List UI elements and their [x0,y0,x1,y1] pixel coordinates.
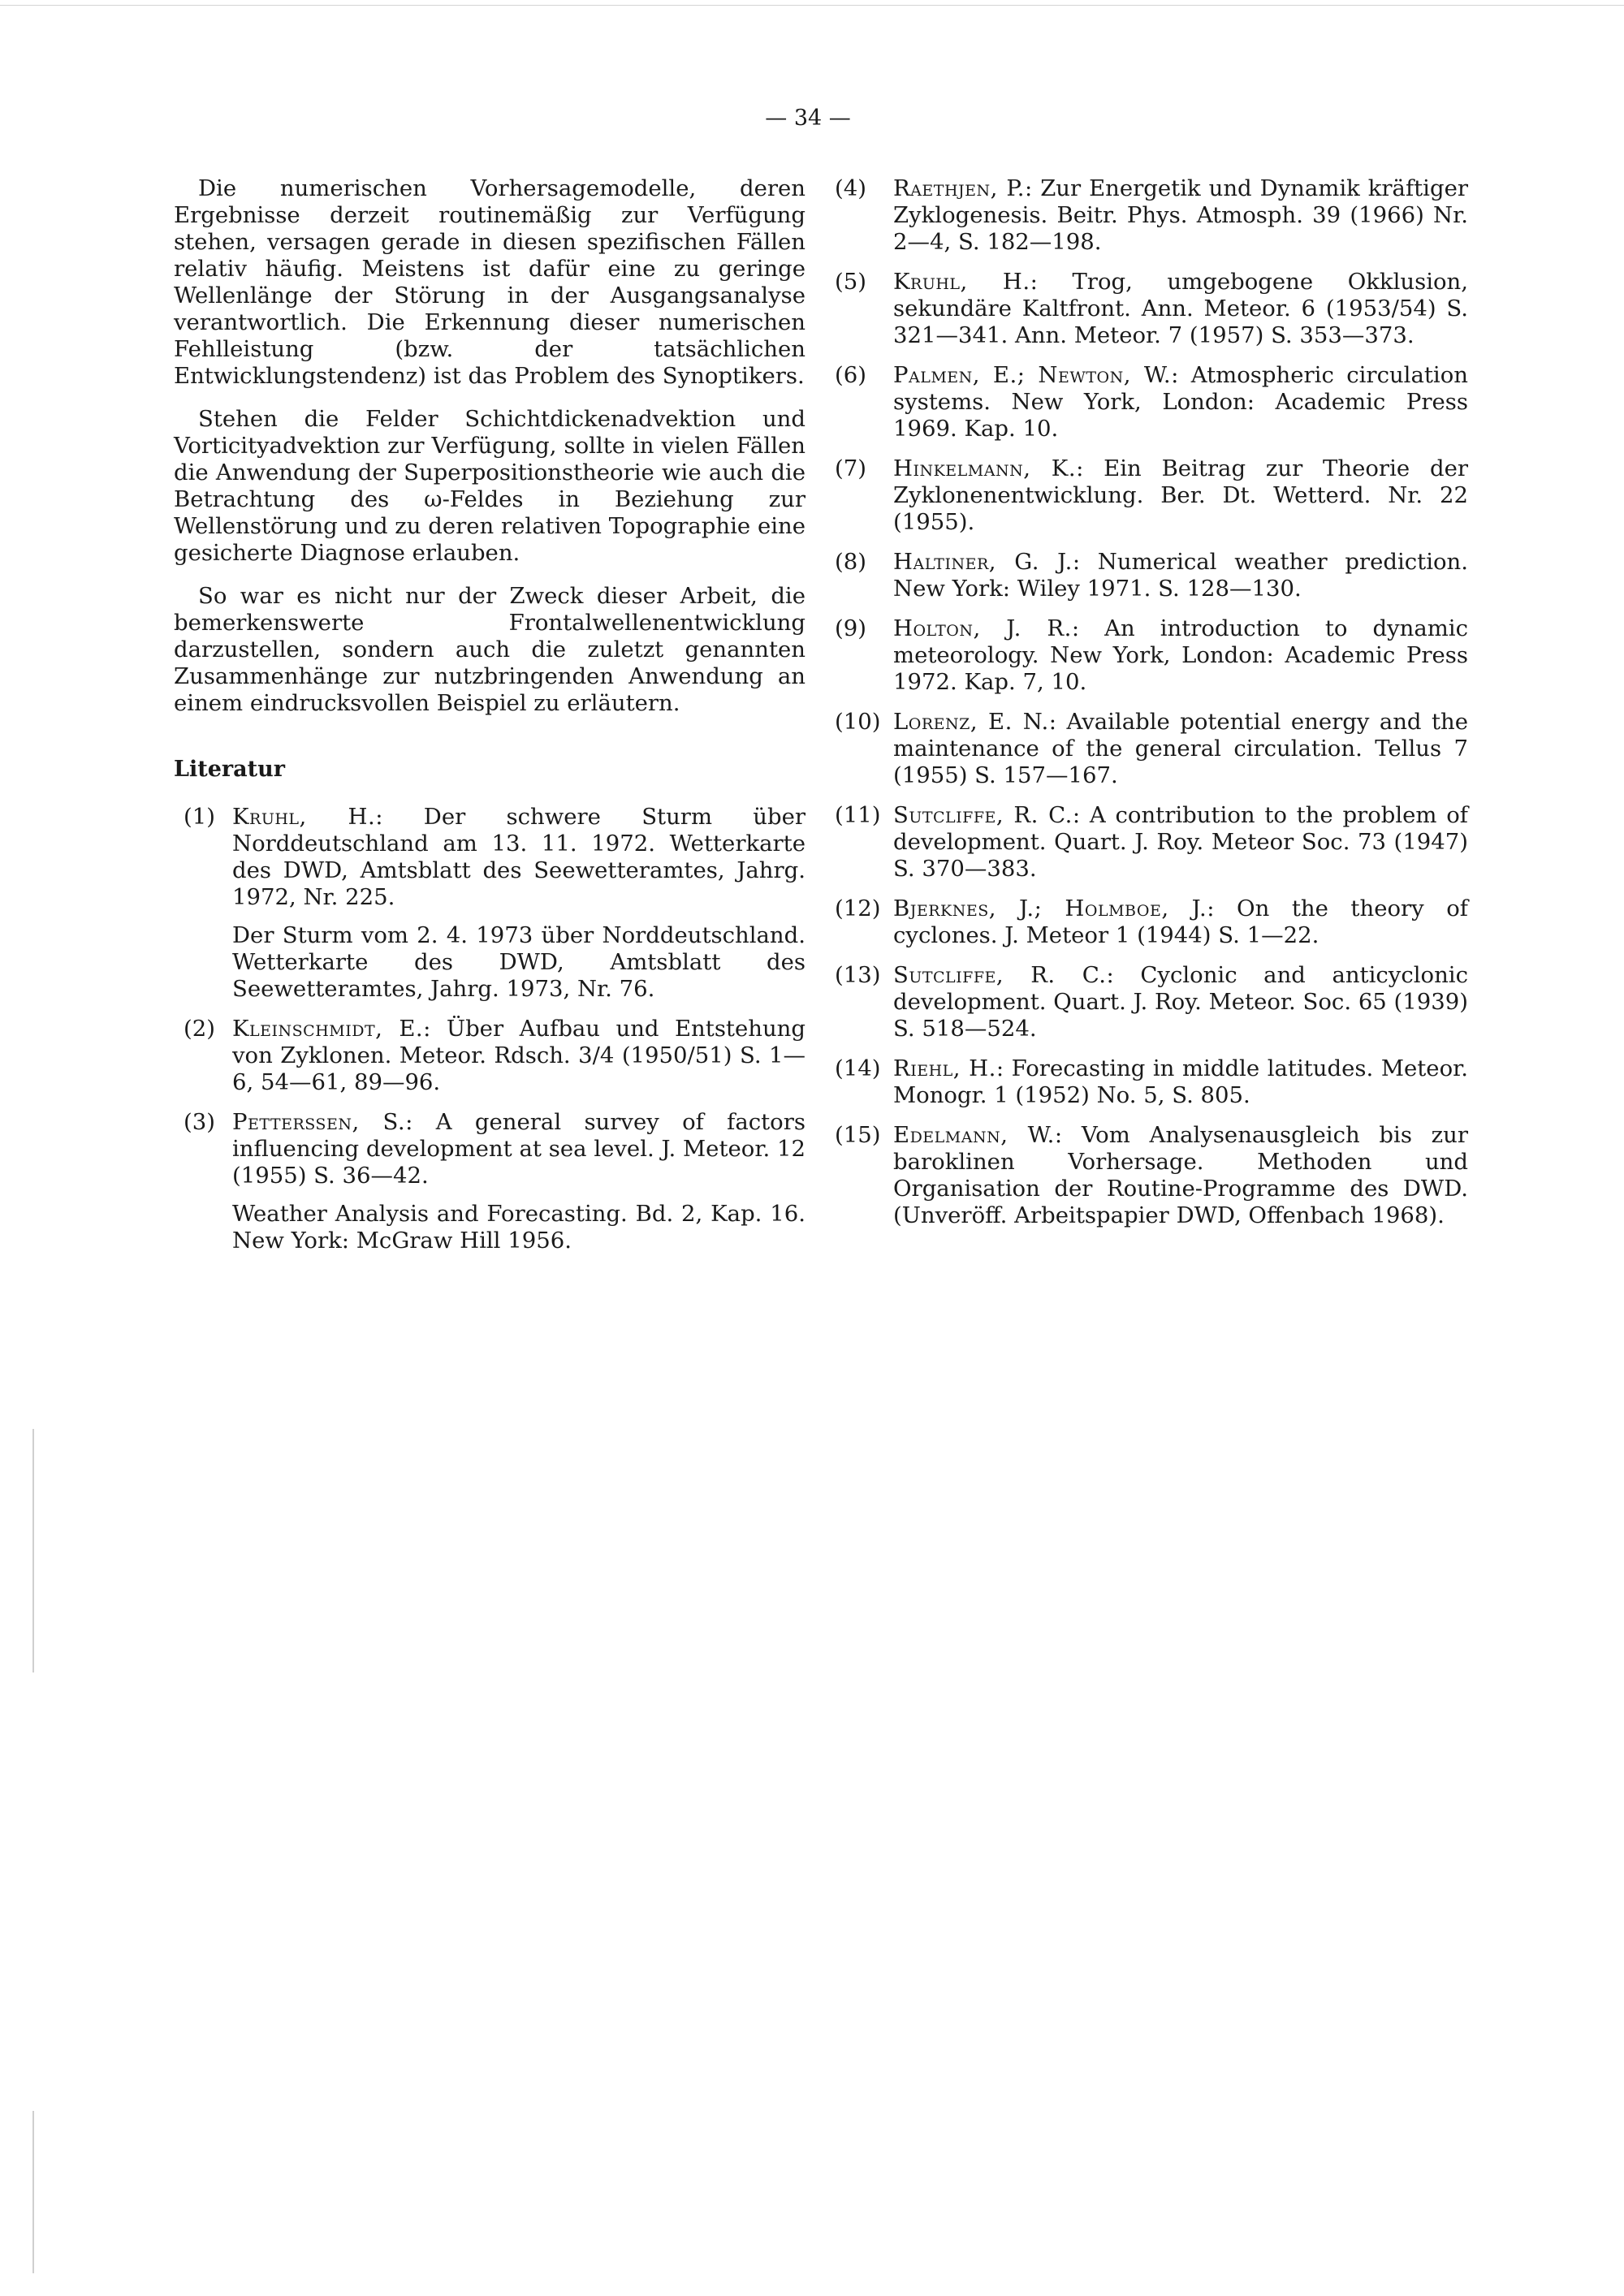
reference-details: : Trog, umgebogene Okklusion, sekundäre Kaltfront. Ann. Meteor. 6 (1953/54) S. 321—341. Ann. Meteor. 7 (1957) S. 353—373. [893,269,1468,348]
reference-entry [835,709,1468,789]
left-column [174,175,806,1267]
reference-text [893,1122,1468,1229]
reference-number: (7) [835,455,866,481]
reference-text [893,362,1468,442]
reference-text [893,962,1468,1042]
reference-details: : A general survey of factors influencing development at sea level. J. Meteor. 12 (1955) S. 36—42. [232,1109,806,1189]
reference-details: : Numerical weather prediction. New York: Wiley 1971. S. 128—130. [893,549,1468,602]
reference-additional: Der Sturm vom 2. 4. 1973 über Norddeutschland. Wetterkarte des DWD, Amtsblatt des Seewetteramtes, Jahrg. 1973, Nr. 76. [232,922,806,1002]
reference-entry [835,802,1468,883]
reference-entry [835,175,1468,256]
reference-details: : Vom Analysenausgleich bis zur baroklinen Vorhersage. Methoden und Organisation der Routine-Programme des DWD. (Unveröff. Arbeitspapier DWD, Offenbach 1968). [893,1122,1468,1228]
reference-entry [835,362,1468,442]
reference-entry [835,455,1468,536]
reference-details: : Available potential energy and the maintenance of the general circulation. Tellus 7 (1955) S. 157—167. [893,709,1468,788]
reference-author: Riehl, H. [893,1055,996,1081]
reference-text [893,269,1468,349]
reference-author: Edelmann, W. [893,1122,1055,1148]
reference-details: : Cyclonic and anticyclonic development. Quart. J. Roy. Meteor. Soc. 65 (1939) S. 518—524. [893,962,1468,1042]
reference-entry [835,549,1468,602]
right-column [835,175,1468,1242]
reference-text [893,615,1468,696]
reference-entry [835,962,1468,1042]
reference-details: : Zur Energetik und Dynamik kräftiger Zyklogenesis. Beitr. Phys. Atmosph. 39 (1966) Nr. 2—4, S. 182—198. [893,175,1468,255]
reference-number: (15) [835,1122,881,1148]
body-paragraph: So war es nicht nur der Zweck dieser Arbeit, die bemerkenswerte Frontalwellenentwicklung darzustellen, sondern auch die zuletzt genannten Zusammenhänge zur nutzbringenden Anwendung an einem eindrucksvollen Beispiel zu erläutern. [174,583,806,716]
reference-number: (13) [835,962,881,988]
reference-list-left [174,804,806,1254]
reference-entry [174,1109,806,1254]
reference-number: (11) [835,802,881,828]
reference-number: (2) [184,1016,215,1042]
reference-text [893,1055,1468,1109]
reference-text [893,455,1468,536]
reference-number: (8) [835,549,866,575]
reference-number: (14) [835,1055,881,1081]
reference-text [893,175,1468,256]
page-number: — 34 — [765,106,851,131]
reference-entry [835,615,1468,696]
literature-heading: Literatur [174,757,285,782]
reference-additional: Weather Analysis and Forecasting. Bd. 2, Kap. 16. New York: McGraw Hill 1956. [232,1201,806,1254]
reference-details: : Der schwere Sturm über Norddeutschland am 13. 11. 1972. Wetterkarte des DWD, Amtsblatt des Seewetteramtes, Jahrg. 1972, Nr. 225. [232,804,806,910]
reference-details: : A contribution to the problem of development. Quart. J. Roy. Meteor Soc. 73 (1947) S. 370—383. [893,802,1468,882]
scan-margin-mark [32,1429,34,1672]
reference-text [232,1109,806,1189]
reference-details: : Atmospheric circulation systems. New York, London: Academic Press 1969. Kap. 10. [893,362,1468,442]
reference-details: : Ein Beitrag zur Theorie der Zyklonenentwicklung. Ber. Dt. Wetterd. Nr. 22 (1955). [893,455,1468,535]
reference-text [893,549,1468,602]
reference-author: Petterssen, S. [232,1109,406,1135]
reference-number: (6) [835,362,866,388]
reference-details: : Über Aufbau und Entstehung von Zyklonen. Meteor. Rdsch. 3/4 (1950/51) S. 1—6, 54—61, 89—96. [232,1016,806,1095]
reference-entry [174,804,806,1003]
reference-author: Sutcliffe, R. C. [893,802,1073,828]
body-paragraph: Stehen die Felder Schichtdickenadvektion und Vorticityadvektion zur Verfügung, sollte in vielen Fällen die Anwendung der Superpositionstheorie wie auch die Betrachtung des ω-Feldes in Beziehung zur Wellenstörung und zu deren relativen Topographie eine gesicherte Diagnose erlauben. [174,406,806,566]
reference-author: Holton, J. R. [893,615,1072,641]
reference-author: Kruhl, H. [232,804,376,830]
reference-entry [835,1055,1468,1109]
reference-text [893,896,1468,949]
reference-entry [835,269,1468,349]
reference-number: (9) [835,615,866,641]
body-paragraph: Die numerischen Vorhersagemodelle, deren Ergebnisse derzeit routinemäßig zur Verfügung stehen, versagen gerade in diesen spezifischen Fällen relativ häufig. Meistens ist dafür eine zu geringe Wellenlänge der Störung in der Ausgangsanalyse verantwortlich. Die Erkennung dieser numerischen Fehlleistung (bzw. der tatsächlichen Entwicklungstendenz) ist das Problem des Synoptikers. [174,175,806,389]
reference-details: : Forecasting in middle latitudes. Meteor. Monogr. 1 (1952) No. 5, S. 805. [893,1055,1468,1108]
reference-number: (4) [835,175,866,201]
scan-top-edge [0,5,1624,6]
reference-text [232,804,806,911]
reference-number: (12) [835,896,881,921]
reference-details: : On the theory of cyclones. J. Meteor 1 (1944) S. 1—22. [893,896,1468,948]
reference-author: Kruhl, H. [893,269,1030,295]
reference-text [232,1016,806,1096]
reference-details: : An introduction to dynamic meteorology. New York, London: Academic Press 1972. Kap. 7, 10. [893,615,1468,695]
reference-author: Sutcliffe, R. C. [893,962,1107,988]
reference-text [893,709,1468,789]
reference-text [893,802,1468,883]
reference-list-right [835,175,1468,1229]
reference-entry [835,896,1468,949]
reference-author: Bjerknes, J.; Holmboe, J. [893,896,1207,921]
reference-author: Lorenz, E. N. [893,709,1049,735]
reference-entry [174,1016,806,1096]
reference-number: (3) [184,1109,215,1135]
reference-number: (5) [835,269,866,295]
reference-author: Hinkelmann, K. [893,455,1077,481]
reference-author: Haltiner, G. J. [893,549,1073,575]
reference-entry [835,1122,1468,1229]
reference-author: Raethjen, P. [893,175,1025,201]
scan-margin-mark [32,2111,34,2273]
reference-number: (10) [835,709,881,735]
reference-author: Palmen, E.; Newton, W. [893,362,1172,388]
reference-number: (1) [184,804,215,830]
reference-author: Kleinschmidt, E. [232,1016,424,1042]
